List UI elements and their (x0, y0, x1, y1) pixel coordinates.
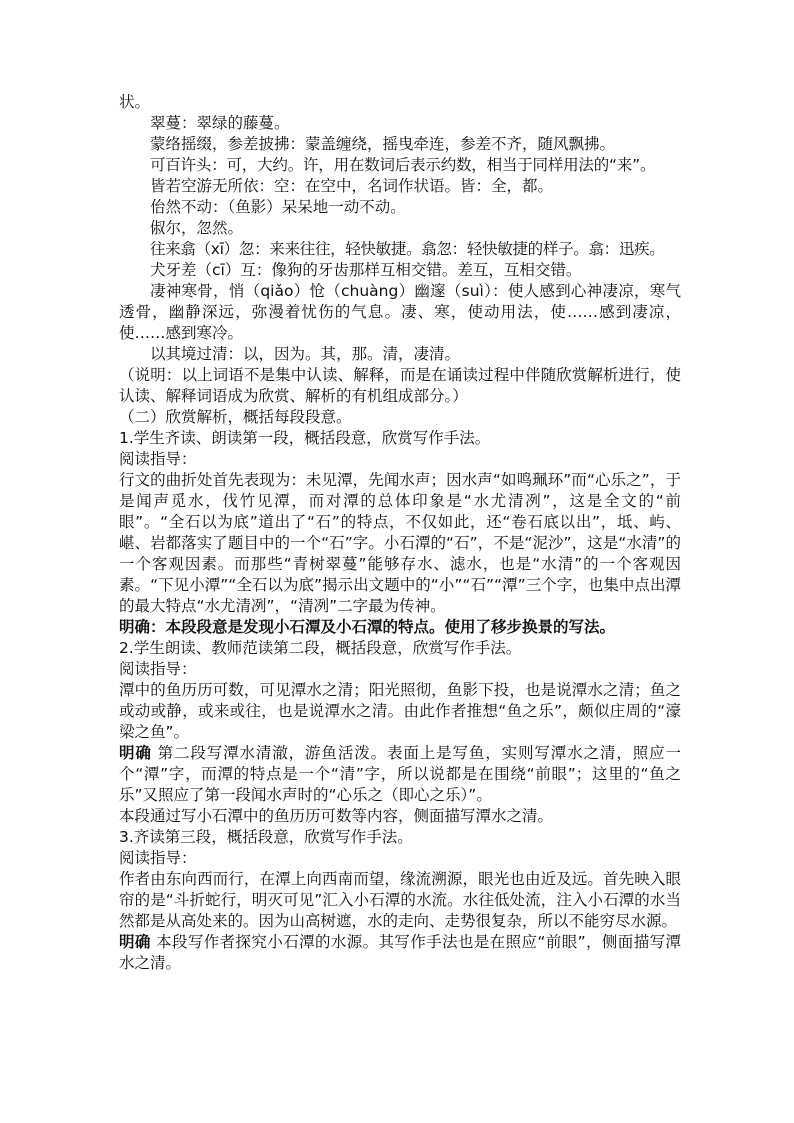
step-title: 2.学生朗读、教师范读第二段，概括段意，欣赏写作手法。 (119, 639, 522, 657)
vocab-paragraph: 凄神寒骨，悄（qiǎo）怆（chuàng）幽邃（suì）：使人感到心神凄凉，寒气透骨，幽静深远，弥漫着忧伤的气息。凄、寒，使动用法，使……感到凄凉，使……感到寒冷。 (119, 282, 681, 342)
text-line: 皆若空游无所依：空：在空中，名词作状语。皆：全，都。 (150, 177, 554, 195)
text-line: 本段通过写小石潭中的鱼历历可数等内容，侧面描写潭水之清。 (119, 807, 554, 825)
conclusion-text: 本段写作者探究小石潭的水源。其写作手法也是在照应“前眼”，侧面描写潭水之清。 (119, 933, 681, 972)
guide-label: 阅读指导： (119, 450, 197, 468)
conclusion-text: 第二段写潭水清澈，游鱼活泼。表面上是写鱼，实则写潭水之清，照应一个“潭”字，而潭的特点是一个“清”字，所以说都是在围绕“前眼”；这里的“鱼之乐”又照应了第一段闻水声时的“心乐之（即心之乐）”。 (119, 744, 681, 804)
guide-label: 阅读指导： (119, 849, 197, 867)
conclusion-label: 明确 (119, 744, 152, 762)
text-line: 犬牙差（cī）互：像狗的牙齿那样互相交错。差互，互相交错。 (150, 261, 582, 279)
conclusion-paragraph (119, 743, 681, 806)
text-line: 往来翕（xī）忽：来来往往，轻快敏捷。翕忽：轻快敏捷的样子。翕：迅疾。 (150, 240, 665, 258)
text-line: 可百许头：可，大约。许，用在数词后表示约数，相当于同样用法的“来”。 (150, 156, 656, 174)
text-line: 以其境过清：以，因为。其，那。清，凄清。 (150, 345, 461, 363)
document-page (119, 92, 681, 974)
text-line: 蒙络摇缀，参差披拂：蒙盖缠绕，摇曳牵连，参差不齐，随风飘拂。 (150, 135, 616, 153)
step-title: 1.学生齐读、朗读第一段，概括段意，欣赏写作手法。 (119, 429, 491, 447)
guide-paragraph: 行文的曲折处首先表现为：未见潭，先闻水声；因水声“如鸣珮环”而“心乐之”，于是闻声觅水，伐竹见潭，而对潭的总体印象是“水尤清冽”，这是全文的“前眼”。“全石以为底”道出了“石”的特点，不仅如此，还“卷石底以出”，坻、屿、嵁、岩都落实了题目中的一个“石”字。小石潭的“石”，不是“泥沙”，这是“水清”的一个客观因素。而那些“青树翠蔓”能够存水、滤水，也是“水清”的一个客观因素。“下见小潭”“全石以为底”揭示出文题中的“小”“石”“潭”三个字，也集中点出潭的最大特点“水尤清冽”，“清冽”二字最为传神。 (119, 471, 681, 615)
guide-paragraph: 潭中的鱼历历可数，可见潭水之清；阳光照彻，鱼影下投，也是说潭水之清；鱼之或动或静，或来或往，也是说潭水之清。由此作者推想“鱼之乐”，颇似庄周的“濠梁之鱼”。 (119, 681, 681, 741)
guide-label: 阅读指导： (119, 660, 197, 678)
step-title: 3.齐读第三段，概括段意，欣赏写作手法。 (119, 828, 413, 846)
text-line: 俶尔，忽然。 (150, 219, 244, 237)
note-paragraph: （说明：以上词语不是集中认读、解释，而是在诵读过程中伴随欣赏解析进行，使认读、解释词语成为欣赏、解析的有机组成部分。） (119, 366, 681, 405)
conclusion-bold: 明确：本段段意是发现小石潭及小石潭的特点。使用了移步换景的写法。 (119, 618, 616, 636)
text-line: 翠蔓：翠绿的藤蔓。 (150, 114, 290, 132)
conclusion-label: 明确 (119, 933, 151, 951)
text-line: 状。 (119, 93, 151, 111)
text-line: 佁然不动：（鱼影）呆呆地一动不动。 (150, 198, 406, 216)
guide-paragraph: 作者由东向西而行，在潭上向西南而望，缘流溯源，眼光也由近及远。首先映入眼帘的是“斗折蛇行，明灭可见”汇入小石潭的水流。水往低处流，注入小石潭的水当然都是从高处来的。因为山高树遮，水的走向、走势很复杂，所以不能穷尽水源。 (119, 870, 681, 930)
section-heading: （二）欣赏解析，概括每段段意。 (119, 408, 352, 426)
conclusion-paragraph (119, 932, 681, 974)
